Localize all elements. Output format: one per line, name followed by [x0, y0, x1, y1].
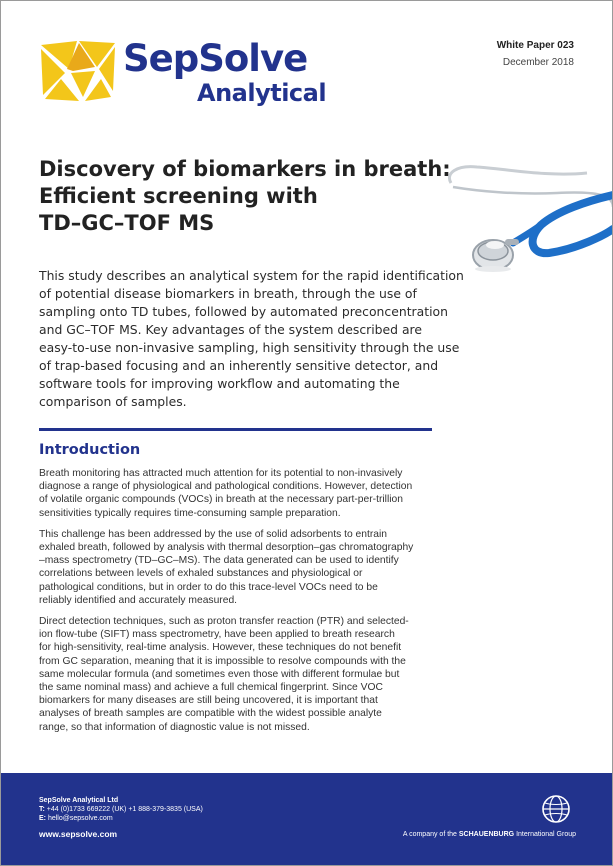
schauenburg-globe-icon — [541, 794, 571, 824]
phone-label: T: — [39, 806, 45, 813]
introduction-heading: Introduction — [39, 442, 141, 458]
paper-meta — [497, 39, 574, 70]
tagline-pre: A company of the — [402, 831, 459, 838]
footer-email — [39, 814, 113, 823]
footer-tagline — [403, 829, 576, 840]
paper-date: December 2018 — [502, 57, 574, 68]
intro-line: range, so that information of diagnostic value is not missed. — [39, 721, 310, 733]
introduction-body — [39, 467, 439, 742]
brand-subname: Analytical — [197, 79, 327, 107]
abstract-line: sampling onto TD tubes, followed by automated preconcentration — [39, 304, 448, 319]
tagline-post: International Group — [514, 831, 576, 838]
abstract-line: comparison of samples. — [39, 394, 187, 409]
abstract-line: of trap-based focusing and an inherently sensitive detector, and — [39, 358, 439, 373]
title-line: TD–GC–TOF MS — [39, 211, 215, 235]
abstract-line: of potential disease biomarkers in breath, through the use of — [39, 286, 417, 301]
intro-line: the same nominal mass) and achieve a full chemical fingerprint. Since VOC — [39, 682, 383, 694]
intro-line: This challenge has been addressed by the use of solid adsorbents to entrain — [39, 528, 388, 540]
abstract — [39, 267, 464, 411]
title-line: Discovery of biomarkers in breath: — [39, 157, 451, 181]
tagline-group: SCHAUENBURG — [458, 831, 515, 838]
intro-line: exhaled breath, followed by analysis with thermal desorption–gas chromatography — [39, 542, 414, 554]
intro-line: ion flow-tube (SIFT) mass spectrometry, have been applied to breath research — [39, 629, 395, 641]
title-line: Efficient screening with — [39, 184, 318, 208]
page-title — [39, 156, 451, 237]
intro-line: analyses of breath samples are compatible with the widest possible analyte — [39, 708, 382, 720]
intro-line: biomarkers for many diseases are still being uncovered, it is important that — [39, 695, 378, 707]
abstract-line: easy-to-use non-invasive sampling, high sensitivity through the use — [39, 340, 460, 355]
intro-line: pathological conditions, but in order to do this trace-level VOCs need to be — [39, 581, 378, 593]
phone-number: +44 (0)1733 669222 (UK) +1 888-379-3835 (USA) — [46, 806, 203, 813]
intro-line: Direct detection techniques, such as proton transfer reaction (PTR) and selected- — [39, 616, 409, 628]
intro-paragraph — [39, 615, 439, 734]
intro-line: from GC separation, meaning that it is impossible to resolve compounds with the — [39, 655, 406, 667]
footer-company: SepSolve Analytical Ltd — [39, 797, 119, 804]
footer — [1, 773, 612, 865]
email-link[interactable]: hello@sepsolve.com — [47, 815, 113, 822]
intro-paragraph — [39, 528, 439, 607]
intro-paragraph — [39, 467, 439, 520]
abstract-line: This study describes an analytical system for the rapid identification — [39, 268, 464, 283]
footer-phone — [39, 805, 203, 814]
section-divider — [39, 428, 432, 431]
sepsolve-logo — [39, 37, 327, 111]
intro-line: reliably identified and accurately measured. — [39, 594, 238, 606]
intro-line: diagnose a range of physiological and pathological conditions. However, detection — [39, 481, 413, 493]
paper-number: White Paper 023 — [496, 40, 574, 51]
brand-name: SepSolve — [123, 37, 308, 80]
abstract-line: software tools for improving workflow and automating the — [39, 376, 400, 391]
intro-line: Breath monitoring has attracted much attention for its potential to non-invasively — [39, 468, 403, 479]
email-label: E: — [39, 815, 46, 822]
abstract-line: and GC–TOF MS. Key advantages of the system described are — [39, 322, 423, 337]
website-link[interactable]: www.sepsolve.com — [39, 829, 118, 839]
intro-line: correlations between levels of exhaled substances and physiological or — [39, 568, 363, 580]
intro-line: –mass spectrometry (TD–GC–MS). The data generated can be used to identify — [39, 555, 399, 567]
intro-line: for high-sensitivity, real-time analysis. However, these techniques do not benefit — [39, 642, 402, 654]
sepsolve-logo-icon — [39, 39, 117, 109]
intro-line: same molecular formula (and sometimes even those with different formulae but — [39, 668, 400, 680]
intro-line: of volatile organic compounds (VOCs) in breath at the necessary part-per-trillion — [39, 494, 403, 506]
intro-line: sensitivities typically requires time-consuming sample preparation. — [39, 507, 341, 519]
stethoscope-image — [437, 151, 613, 287]
